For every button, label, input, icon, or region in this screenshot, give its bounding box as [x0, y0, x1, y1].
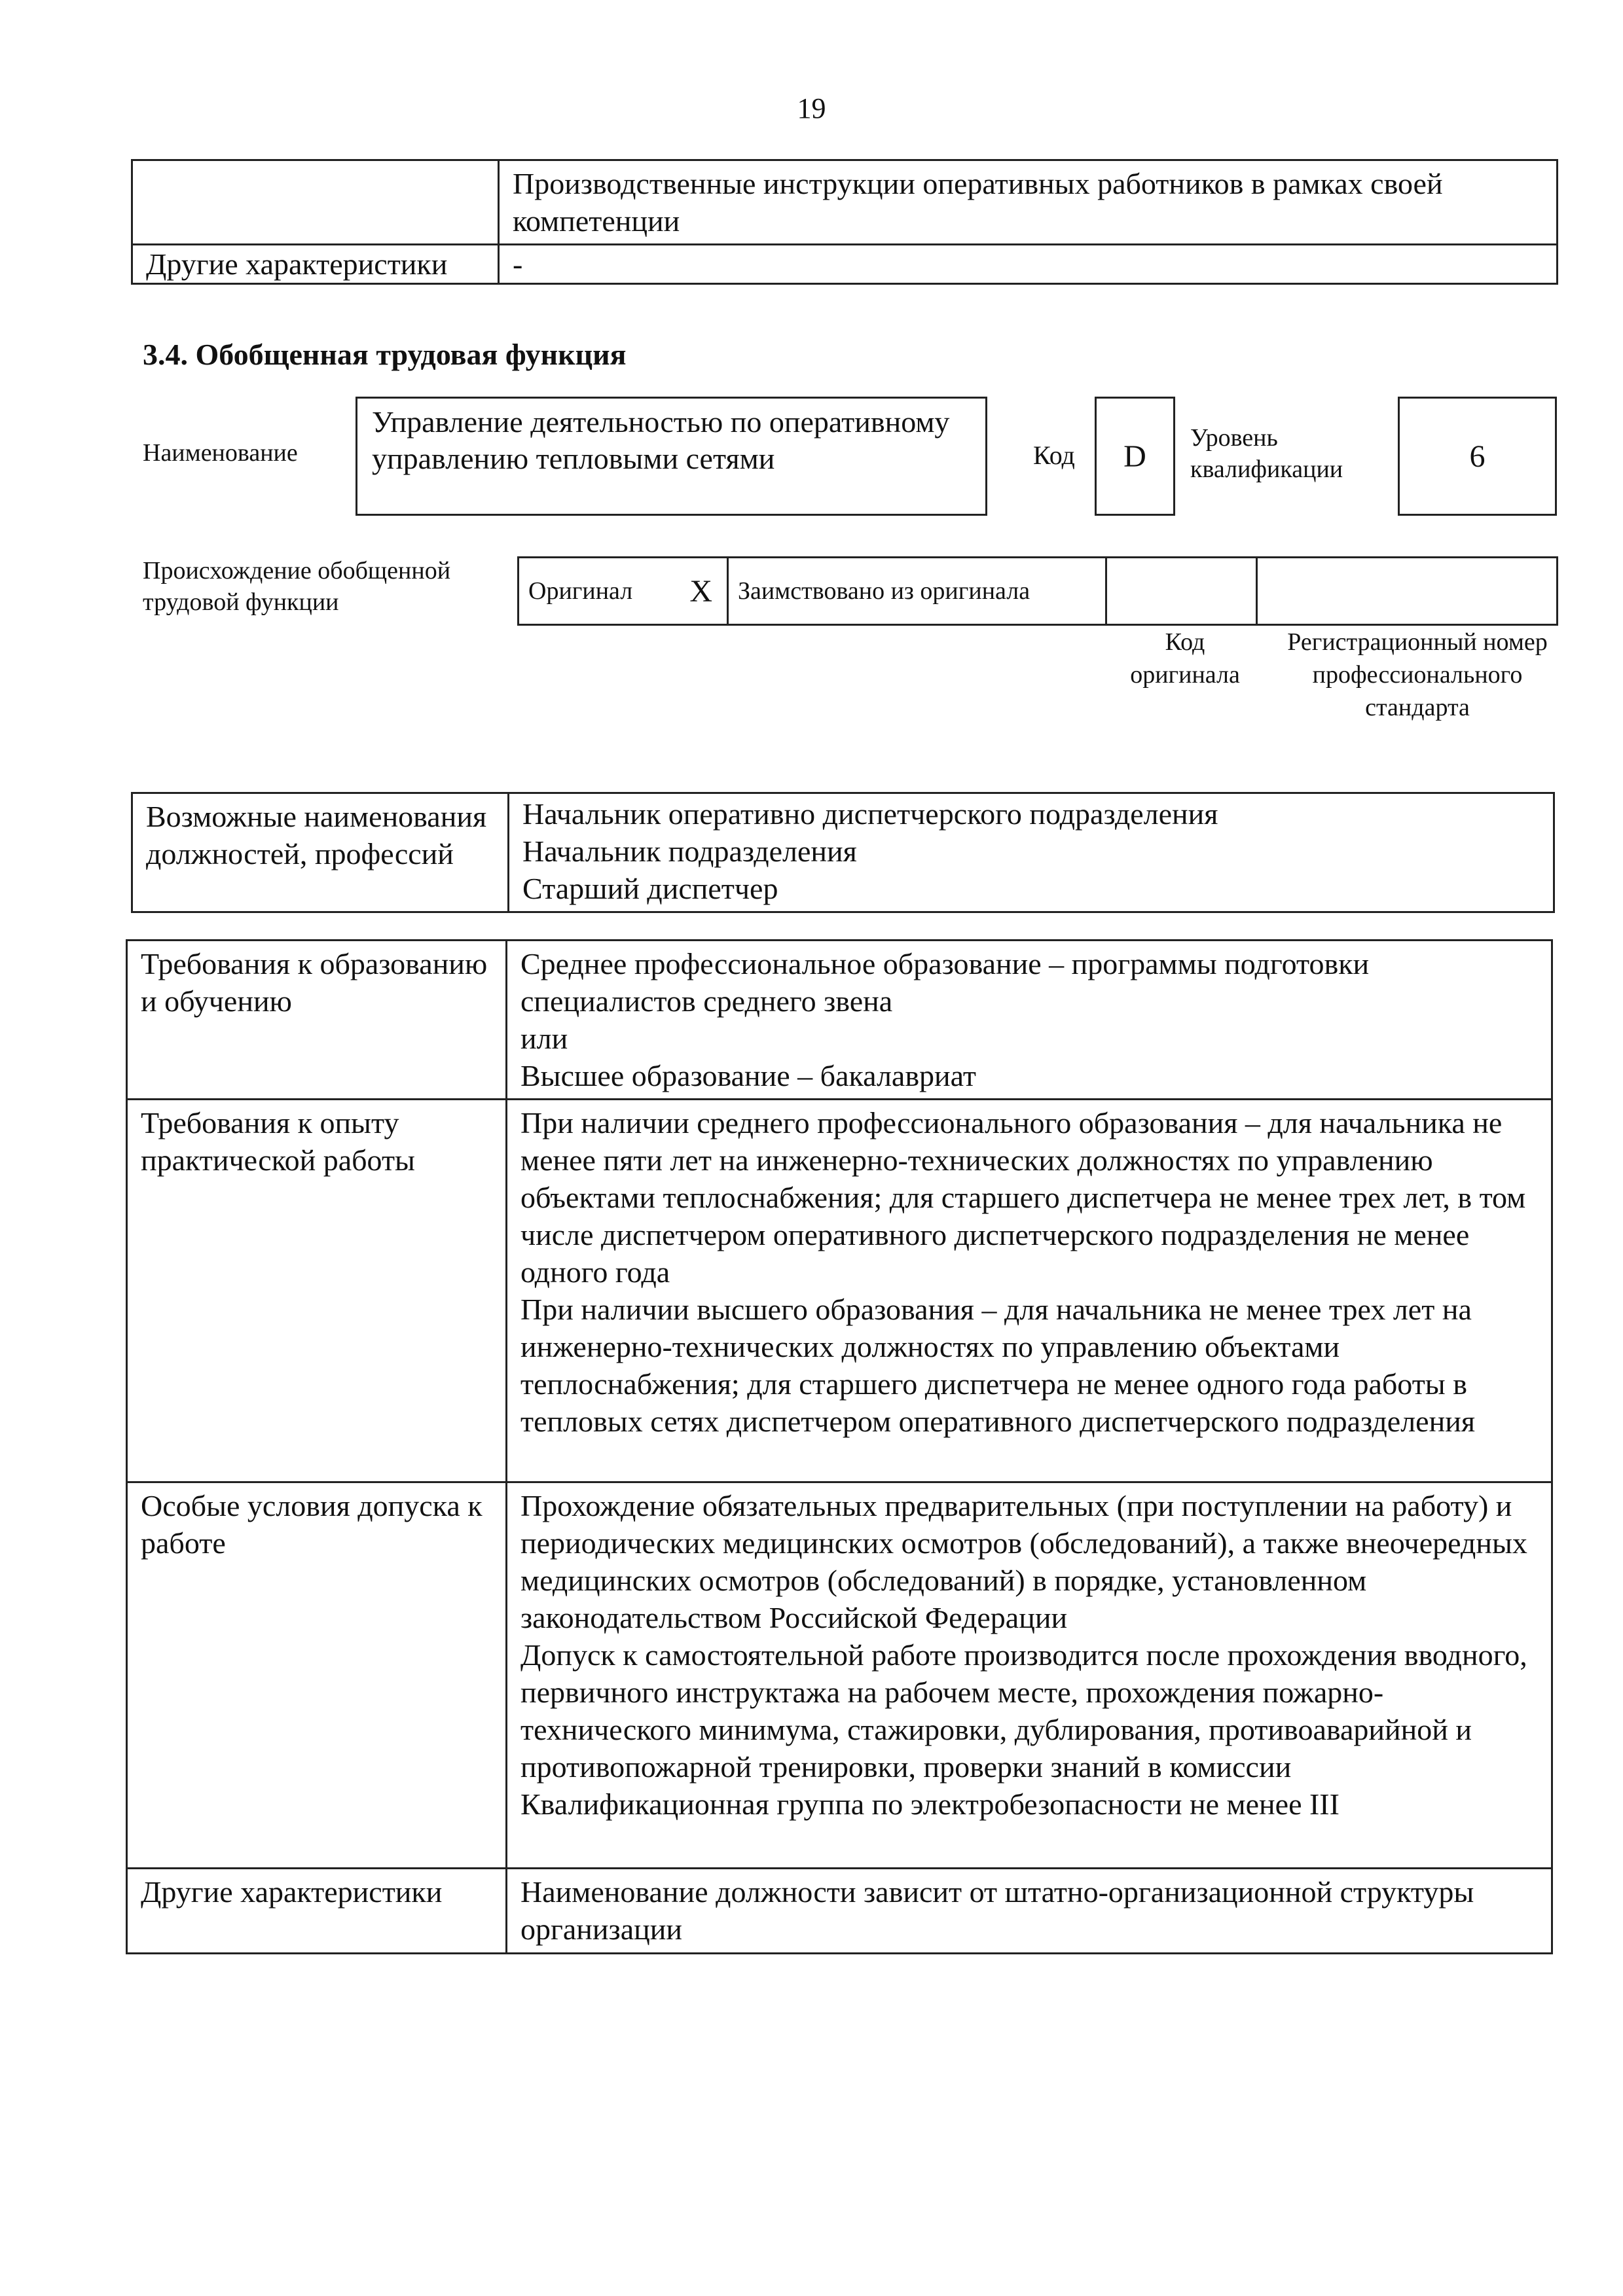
top-table-row2-label: Другие характеристики	[132, 245, 499, 284]
positions-table	[131, 792, 1555, 913]
level-value-box	[1398, 397, 1557, 516]
experience-line: При наличии высшего образования – для начальника не менее трех лет на инженерно-технических должностях по управлению объектами теплоснабжения; для старшего диспетчера не менее одного года работы в тепловых сетях диспетчером оперативного диспетчерского подразделения	[520, 1293, 1475, 1438]
name-value: Управление деятельностью по оперативному управлению тепловыми сетями	[372, 405, 950, 475]
origin-code-cell	[1106, 558, 1257, 625]
admission-line: Квалификационная группа по электробезопасности не менее III	[520, 1787, 1340, 1821]
position-item: Старший диспетчер	[522, 872, 778, 905]
code-value: D	[1123, 439, 1146, 474]
top-table	[131, 159, 1558, 285]
caption-registration-number: Регистрационный номер профессионального стандарта	[1287, 628, 1548, 721]
top-table-row1-value: Производственные инструкции оперативных работников в рамках своей компетенции	[499, 160, 1558, 245]
origin-borrowed-label: Заимствовано из оригинала	[728, 558, 1106, 625]
education-line: или	[520, 1022, 568, 1055]
position-item: Начальник оперативно диспетчерского подразделения	[522, 797, 1218, 831]
experience-line: При наличии среднего профессионального образования – для начальника не менее пяти лет на инженерно-технических должностях по управлению объектами теплоснабжения; для старшего диспетчера не менее трех лет, в том числе диспетчером оперативного диспетчерского подразделения не менее одного года	[520, 1106, 1526, 1289]
experience-value	[507, 1100, 1552, 1482]
other-value	[507, 1869, 1552, 1954]
origin-original-label: Оригинал	[519, 558, 676, 625]
admission-line: Допуск к самостоятельной работе производится после прохождения вводного, первичного инструктажа на рабочем месте, прохождения пожарно-технического минимума, стажировки, дублирования, противоаварийной и противопожарной тренировки, проверки знаний в комиссии	[520, 1638, 1527, 1784]
education-line: Высшее образование – бакалавриат	[520, 1059, 976, 1092]
top-table-empty-cell	[132, 160, 499, 245]
position-item: Начальник подразделения	[522, 834, 857, 868]
code-label: Код	[1033, 440, 1075, 470]
origin-table	[517, 556, 1558, 626]
admission-label: Особые условия допуска к работе	[127, 1482, 507, 1869]
other-line: Наименование должности зависит от штатно-организационной структуры организации	[520, 1875, 1474, 1946]
admission-line: Прохождение обязательных предварительных (при поступлении на работу) и периодических медицинских осмотров (обследований), а также внеочередных медицинских осмотров (обследований) в порядке, установленном законодательством Российской Федерации	[520, 1489, 1527, 1634]
origin-reg-cell	[1257, 558, 1558, 625]
positions-values	[509, 793, 1554, 912]
admission-value	[507, 1482, 1552, 1869]
level-label-text: Уровень квалификации	[1190, 424, 1343, 483]
name-label: Наименование	[143, 439, 298, 467]
requirements-table	[126, 939, 1553, 1954]
origin-label: Происхождение обобщенной трудовой функции	[143, 557, 451, 616]
caption-original-code: Код оригинала	[1130, 628, 1240, 689]
name-value-box	[356, 397, 987, 516]
section-title: 3.4. Обобщенная трудовая функция	[143, 338, 627, 371]
top-table-row2-value: -	[499, 245, 1558, 284]
page-number: 19	[797, 92, 826, 124]
origin-original-mark: X	[676, 558, 728, 625]
experience-label: Требования к опыту практической работы	[127, 1100, 507, 1482]
other-label: Другие характеристики	[127, 1869, 507, 1954]
education-line: Среднее профессиональное образование – программы подготовки специалистов среднего звена	[520, 947, 1370, 1018]
education-value	[507, 941, 1552, 1100]
level-label	[1190, 422, 1387, 485]
code-value-box	[1095, 397, 1175, 516]
education-label: Требования к образованию и обучению	[127, 941, 507, 1100]
positions-label: Возможные наименования должностей, профессий	[132, 793, 509, 912]
level-value: 6	[1469, 439, 1486, 474]
